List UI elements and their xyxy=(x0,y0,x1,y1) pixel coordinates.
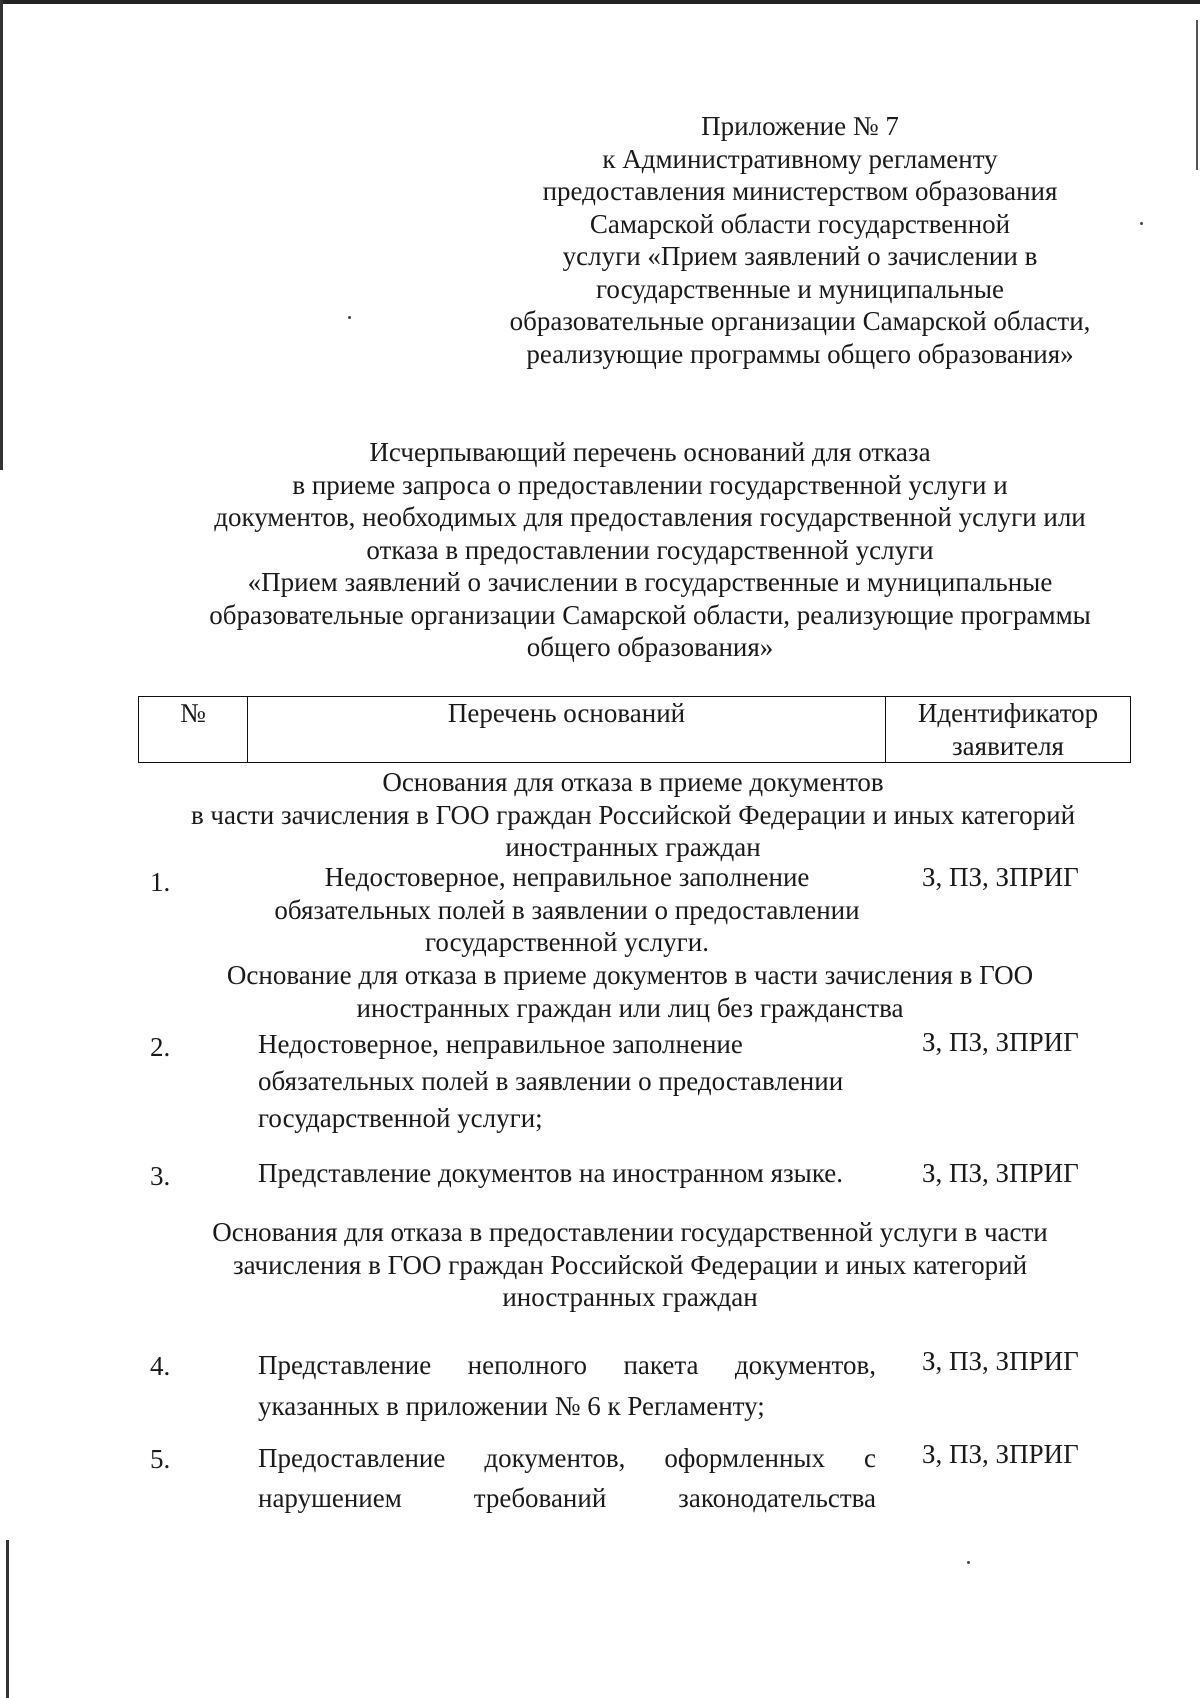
scan-speck xyxy=(967,1561,970,1564)
header-number: № xyxy=(180,698,206,728)
row-identifier: З, ПЗ, ЗПРИГ xyxy=(922,1158,1079,1188)
row-identifier: З, ПЗ, ЗПРИГ xyxy=(922,1439,1079,1469)
row-reason xyxy=(258,1345,876,1427)
appendix-line: образовательные организации Самарской области, xyxy=(509,306,1091,336)
title-line: Исчерпывающий перечень оснований для отказа xyxy=(369,437,931,467)
reason-line: Представление неполного пакета документов, xyxy=(258,1350,876,1380)
section-line: Основание для отказа в приеме документов в части зачисления в ГОО xyxy=(226,960,1034,990)
row-number: 3. xyxy=(150,1161,171,1191)
section-line: иностранных граждан xyxy=(502,1282,758,1312)
reason-line: указанных в приложении № 6 к Регламенту; xyxy=(258,1391,765,1421)
title-line: документов, необходимых для предоставления государственной услуги или xyxy=(214,502,1086,532)
appendix-line: предоставления министерством образования xyxy=(542,176,1058,206)
reason-line: Представление документов на иностранном языке. xyxy=(258,1158,843,1188)
header-reasons: Перечень оснований xyxy=(447,698,686,728)
reason-line: Предоставление документов, оформленных с xyxy=(258,1443,876,1473)
reason-line: Недостоверное, неправильное заполнение xyxy=(258,1029,743,1059)
row-identifier: З, ПЗ, ЗПРИГ xyxy=(922,1027,1079,1057)
header-identifier: заявителя xyxy=(952,730,1064,761)
scan-speck xyxy=(1140,222,1143,225)
title-line: отказа в предоставлении государственной услуги xyxy=(366,534,934,565)
header-identifier: Идентификатор xyxy=(917,698,1099,728)
row-number: 1. xyxy=(150,867,171,897)
row-number: 5. xyxy=(150,1444,171,1474)
row-identifier: З, ПЗ, ЗПРИГ xyxy=(922,1346,1079,1376)
section-heading xyxy=(138,766,1128,864)
title-line: общего образования» xyxy=(526,632,774,662)
reason-line: государственной услуги; xyxy=(258,1103,543,1133)
appendix-line: к Административному регламенту xyxy=(602,143,998,174)
section-heading xyxy=(170,1216,1090,1314)
row-reason xyxy=(258,1026,876,1137)
appendix-header xyxy=(490,110,1110,370)
section-line: Основания для отказа в предоставлении государственной услуги в части xyxy=(212,1217,1048,1247)
row-reason xyxy=(258,1157,876,1190)
section-line: иностранных граждан xyxy=(505,832,761,862)
appendix-line: Самарской области государственной xyxy=(589,208,1011,239)
reason-line: нарушением требований законодательства xyxy=(258,1483,876,1513)
reason-line: обязательных полей в заявлении о предоставлении xyxy=(258,1066,844,1096)
title-line: образовательные организации Самарской области, реализующие программы xyxy=(209,599,1091,630)
section-heading xyxy=(170,959,1090,1024)
table-header xyxy=(138,696,1131,763)
title-line: в приеме запроса о предоставлении государственной услуги и xyxy=(292,469,1008,500)
reason-line: Недостоверное, неправильное заполнение xyxy=(324,862,810,892)
scan-speck xyxy=(348,316,351,319)
header-identifier-cell xyxy=(886,697,1131,763)
section-line: иностранных граждан или лиц без гражданства xyxy=(356,992,904,1023)
appendix-line: государственные и муниципальные xyxy=(596,273,1004,304)
header-number-cell xyxy=(139,697,248,763)
appendix-line: реализующие программы общего образования» xyxy=(526,338,1074,369)
row-reason xyxy=(258,1438,876,1518)
reason-line: обязательных полей в заявлении о предоставлении xyxy=(274,894,860,925)
row-reason xyxy=(258,861,876,959)
section-line: зачисления в ГОО граждан Российской Федерации и иных категорий xyxy=(232,1249,1028,1280)
appendix-line: Приложение № 7 xyxy=(701,111,899,141)
section-line: Основания для отказа в приеме документов xyxy=(382,767,884,797)
scan-border-left-bottom xyxy=(6,1540,9,1698)
row-identifier: З, ПЗ, ЗПРИГ xyxy=(922,862,1079,892)
scan-border-top xyxy=(0,0,1200,4)
appendix-line: услуги «Прием заявлений о зачислении в xyxy=(562,241,1038,271)
section-line: в части зачисления в ГОО граждан Российской Федерации и иных категорий xyxy=(190,799,1076,830)
scan-border-left xyxy=(0,0,3,470)
reason-line: государственной услуги. xyxy=(425,927,709,957)
document-title xyxy=(170,436,1130,664)
header-reasons-cell xyxy=(248,697,886,763)
title-line: «Прием заявлений о зачислении в государственные и муниципальные xyxy=(247,567,1053,597)
row-number: 2. xyxy=(150,1032,171,1062)
scan-border-right xyxy=(1196,20,1198,170)
row-number: 4. xyxy=(150,1351,171,1381)
